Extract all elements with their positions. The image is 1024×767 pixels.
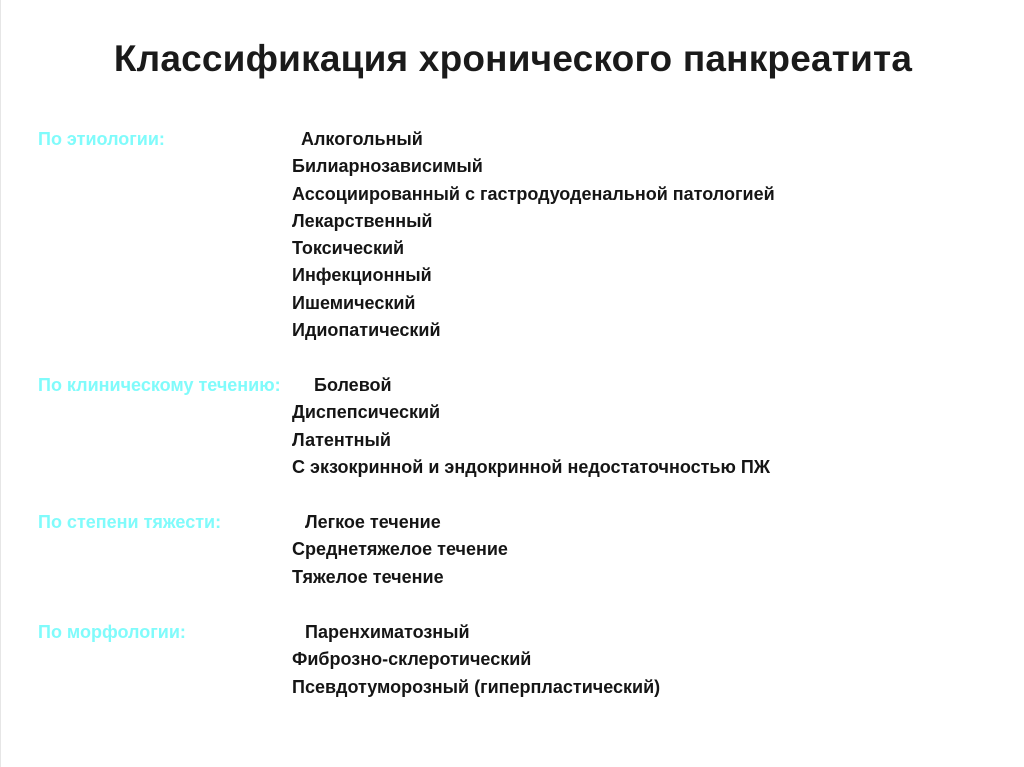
list-item: Паренхиматозный — [305, 622, 470, 642]
list-item: Псевдотуморозный (гиперпластический) — [292, 676, 661, 697]
list-item: Среднетяжелое течение — [292, 539, 508, 560]
section-label: По этиологии: — [38, 129, 165, 149]
section-label: По морфологии: — [38, 622, 186, 642]
section-label: По клиническому течению: — [38, 375, 281, 395]
list-item: Лекарственный — [292, 210, 433, 231]
list-item: Латентный — [292, 429, 391, 450]
page-title: Классификация хронического панкреатита — [113, 38, 913, 79]
list-item: Инфекционный — [292, 265, 432, 286]
list-item: Билиарнозависимый — [292, 156, 483, 177]
item-list — [292, 509, 508, 591]
list-item: Токсический — [292, 238, 405, 259]
list-item: Диспепсический — [292, 402, 441, 423]
list-item: С экзокринной и эндокринной недостаточностью ПЖ — [292, 456, 771, 477]
list-item: Ассоциированный с гастродуоденальной патологией — [292, 183, 775, 204]
list-item: Тяжелое течение — [292, 566, 444, 587]
section-label: По степени тяжести: — [38, 512, 222, 532]
list-item: Легкое течение — [305, 512, 441, 532]
item-list — [292, 372, 770, 481]
list-item: Алкогольный — [301, 129, 423, 149]
list-item: Фиброзно-склеротический — [292, 649, 532, 670]
item-list — [292, 126, 775, 344]
list-item: Ишемический — [292, 292, 416, 313]
list-item: Болевой — [314, 375, 392, 395]
item-list — [292, 619, 660, 701]
list-item: Идиопатический — [292, 320, 441, 341]
